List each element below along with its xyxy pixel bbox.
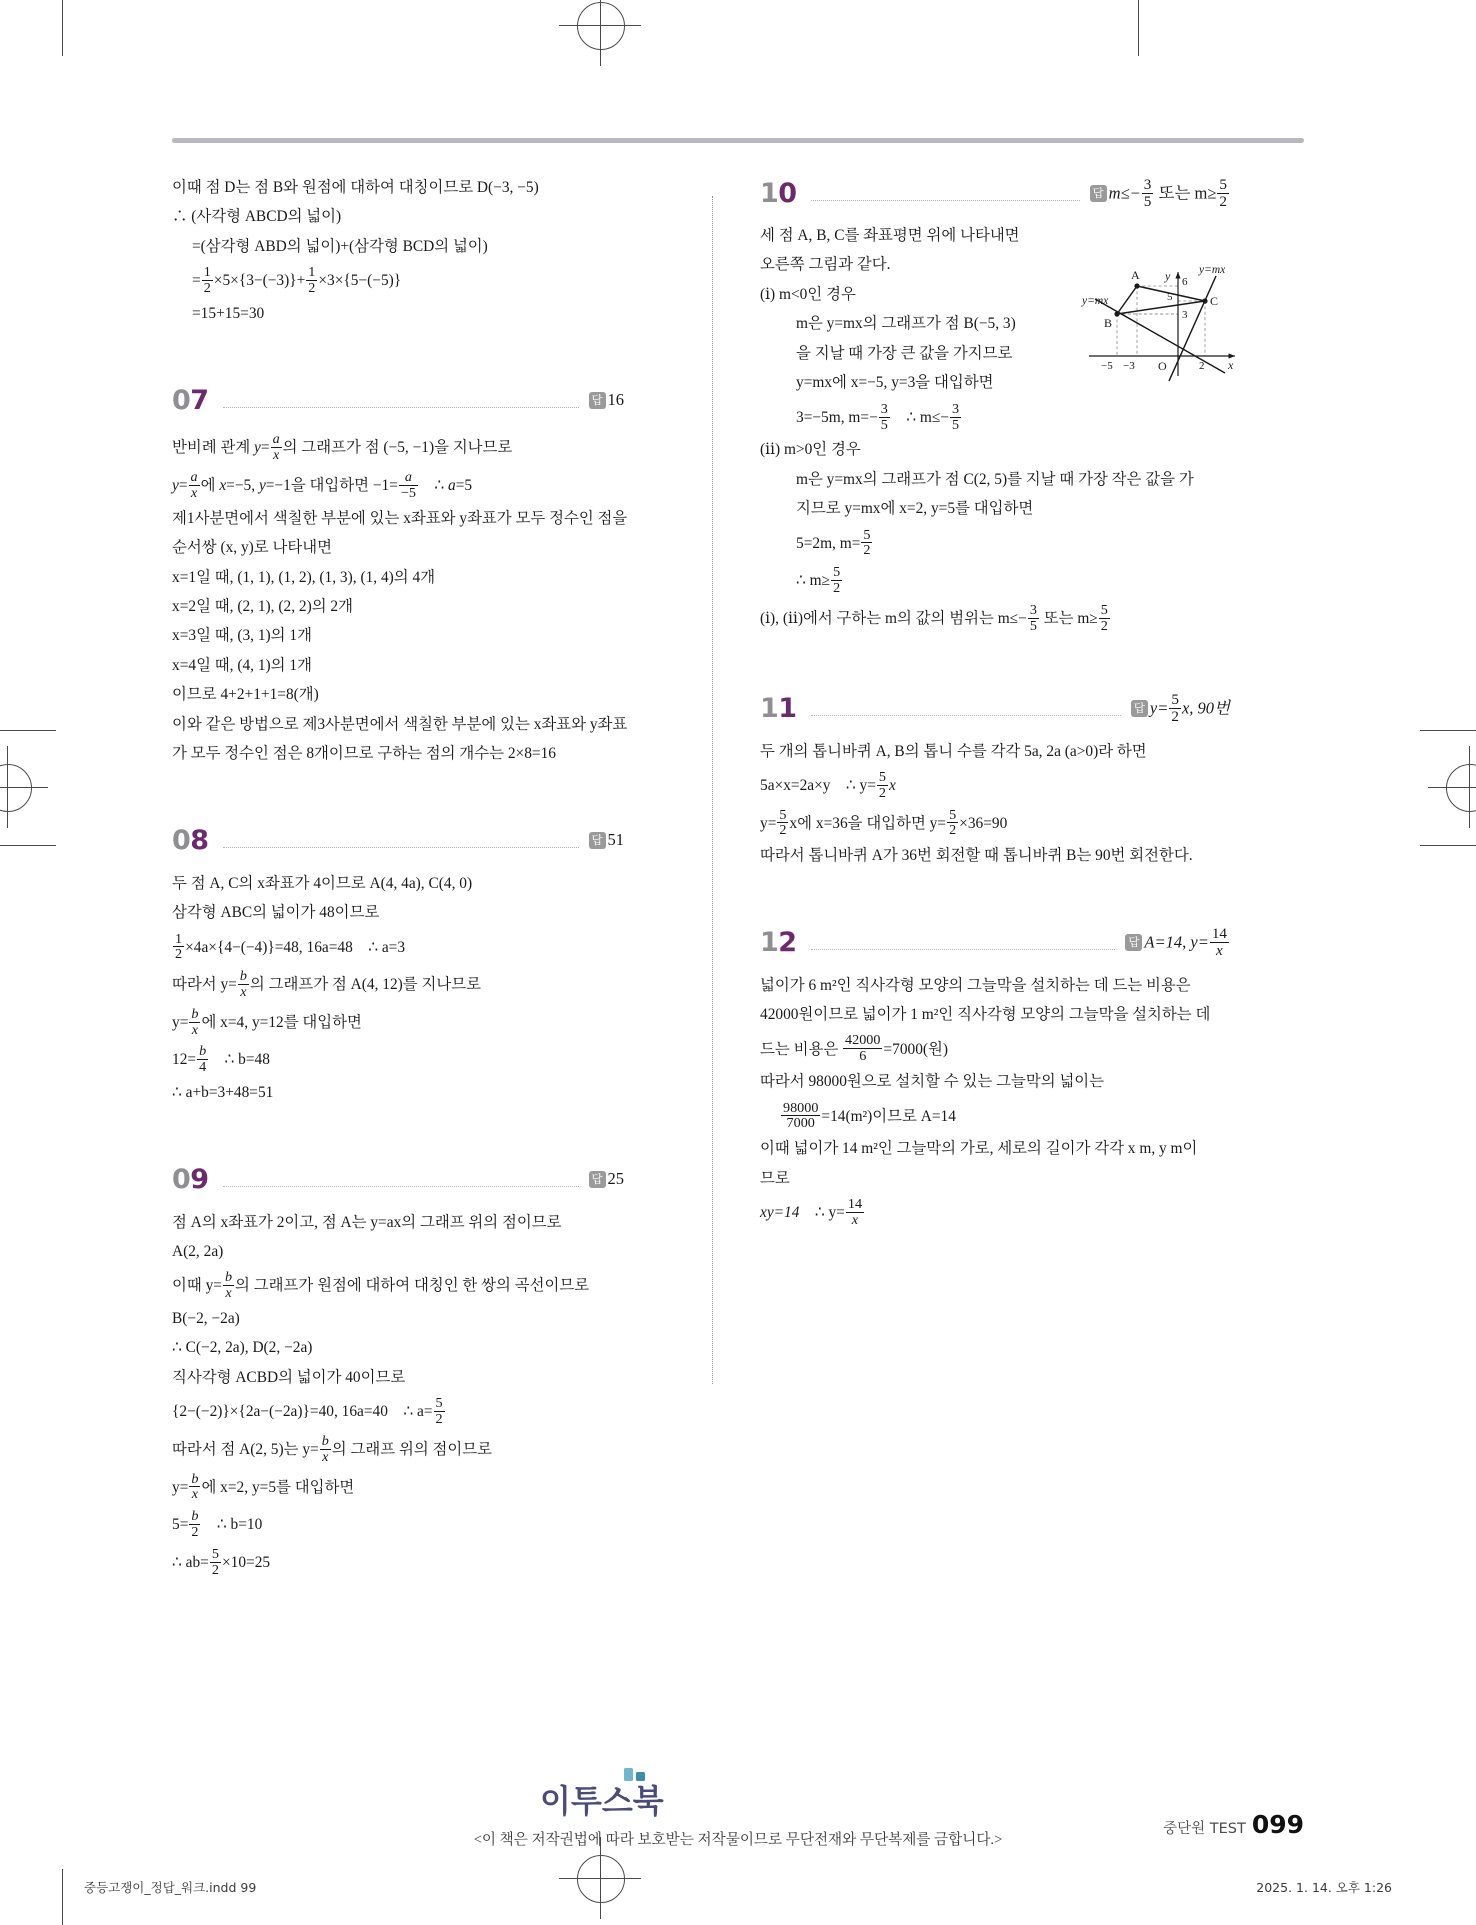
p09-l9a: y= xyxy=(172,1478,189,1496)
p08-l5b: 에 x=4, y=12를 대입하면 xyxy=(201,1013,362,1031)
p11-ans-post: x, 90번 xyxy=(1181,698,1230,718)
fraction-3-over-5-b: $\frac{3}{5}$ xyxy=(951,400,960,433)
p10-line-3: (ⅰ) m<0인 경우 xyxy=(760,285,856,303)
page-top-rule xyxy=(172,138,1304,143)
fraction-5-over-2-h: $\frac{5}{2}$ xyxy=(949,806,957,839)
answer-value-12 xyxy=(1144,926,1230,959)
fraction-a-over-x-1: $\frac{a}{x}$ xyxy=(272,431,280,464)
p12-l8a: xy=14 xyxy=(760,1204,800,1222)
problem-number-07: 07 xyxy=(172,384,209,416)
p07-line-6: x=2일 때, (2, 1), (2, 2)의 2개 xyxy=(172,598,353,615)
fraction-a-over-x-2: $\frac{a}{x}$ xyxy=(190,468,198,501)
answer-07 xyxy=(589,392,625,409)
p10-line-1: 세 점 A, B, C를 좌표평면 위에 나타내면 xyxy=(760,227,1020,244)
p09-l9b: 에 x=2, y=5를 대입하면 xyxy=(201,1478,355,1496)
p10-ans-mid: 또는 m≥ xyxy=(1158,183,1217,203)
carryover-line-5: =15+15=30 xyxy=(192,304,265,322)
label-axis-y: y xyxy=(1165,269,1171,283)
fraction-14-over-x-ans: $\frac{14}{x}$ xyxy=(1211,925,1227,960)
dotted-leader xyxy=(223,1172,579,1187)
p07-l2f: =5 xyxy=(455,477,473,495)
fraction-b-over-x-3: $\frac{b}{x}$ xyxy=(224,1269,233,1302)
p10-l13a: (ⅰ), (ⅱ)에서 구하는 m의 값의 범위는 m≤− xyxy=(760,609,1027,627)
fraction-5-over-2-ans: $\frac{5}{2}$ xyxy=(1219,175,1227,210)
answer-badge-icon: 답 xyxy=(589,392,606,409)
fraction-5-over-2-ans11: $\frac{5}{2}$ xyxy=(1171,691,1179,726)
registration-cross-left-v xyxy=(7,746,8,828)
fraction-14-over-x: $\frac{14}{x}$ xyxy=(847,1196,863,1228)
fraction-one-half-a: $\frac{1}{2}$ xyxy=(203,264,211,297)
p09-line-1: 점 A의 x좌표가 2이고, 점 A는 y=ax의 그래프 위의 점이므로 xyxy=(172,1213,562,1231)
answer-12 xyxy=(1125,926,1230,959)
p08-l3a: ×4a×{4−(−4)}=48, 16a=48 xyxy=(185,938,353,956)
p08-line-1: 두 점 A, C의 x좌표가 4이므로 A(4, 4a), C(4, 0) xyxy=(172,874,473,892)
p11-l2b: ∴ y= xyxy=(845,776,876,794)
p12-line-2: 42000원이므로 넓이가 1 m²인 직사각형 모양의 그늘막을 설치하는 데 xyxy=(760,1006,1211,1024)
problem-header-11 xyxy=(760,692,1230,726)
p10-line-6: y=mx에 x=−5, y=3을 대입하면 xyxy=(796,374,994,392)
p11-line-3 xyxy=(760,807,1230,840)
p11-l2c: x xyxy=(888,776,896,794)
p10-line-2: 오른쪽 그림과 같다. xyxy=(760,256,891,274)
answer-badge-icon: 답 xyxy=(589,832,606,849)
dotted-leader xyxy=(223,833,579,848)
fraction-3-over-5-ans: $\frac{3}{5}$ xyxy=(1143,175,1152,210)
p10-l13b: 또는 m≥ xyxy=(1043,609,1098,627)
p10-line-13 xyxy=(760,602,1230,635)
p10-line-5: 을 지날 때 가장 큰 값을 가지므로 xyxy=(796,344,1013,362)
p08-line-6 xyxy=(172,1043,624,1076)
fraction-5-over-2-a: $\frac{5}{2}$ xyxy=(435,1395,443,1428)
fraction-5-over-2-d: $\frac{5}{2}$ xyxy=(833,564,841,597)
page-number: 099 xyxy=(1251,1810,1304,1839)
fraction-a-over-neg5: $\frac{a}{-5}$ xyxy=(400,468,416,501)
p09-l3b: 의 그래프가 원점에 대하여 대칭인 한 쌍의 곡선이므로 xyxy=(235,1277,590,1295)
p09-l11a: ∴ ab= xyxy=(172,1553,209,1571)
p12-l3b: =7000(원) xyxy=(883,1040,949,1058)
problem-number-08: 08 xyxy=(172,825,209,857)
coordinate-plane-figure xyxy=(1073,256,1248,391)
p09-l10a: 5= xyxy=(172,1516,189,1534)
figure-svg xyxy=(1073,256,1248,391)
page-footer xyxy=(1163,1810,1304,1839)
p07-line-4: 순서쌍 (x, y)로 나타내면 xyxy=(172,539,332,557)
dotted-leader xyxy=(811,935,1116,950)
fraction-one-half-b: $\frac{1}{2}$ xyxy=(308,264,316,297)
answer-badge-icon: 답 xyxy=(589,1171,606,1188)
copyright-notice: <이 책은 저작권법에 따라 보호받는 저작물이므로 무단전재와 무단복제를 금합니다.> xyxy=(473,1832,1003,1848)
fraction-42000-over-6: $\frac{42000}{6}$ xyxy=(845,1032,881,1065)
right-column xyxy=(760,175,1234,1234)
dotted-leader xyxy=(811,701,1121,716)
problem-number-11: 11 xyxy=(760,693,797,725)
p09-line-3 xyxy=(172,1269,624,1302)
logo-text: 이투스북 xyxy=(540,1782,664,1820)
p10-line-11 xyxy=(760,527,1230,560)
p07-line-3: 제1사분면에서 색칠한 부분에 있는 x좌표와 y좌표가 모두 정수인 점을 xyxy=(172,509,628,527)
p10-line-7 xyxy=(760,401,1230,434)
p07-line-1: 반비례 관계 y= $\frac{a}{x}$ 의 그래프가 점 (−5, −1)을 지나므로 xyxy=(172,431,513,464)
fraction-3-over-5-a: $\frac{3}{5}$ xyxy=(880,400,888,433)
fraction-b-over-x-2: $\frac{b}{x}$ xyxy=(191,1005,199,1038)
registration-cross-bottom-v xyxy=(600,1837,601,1919)
fraction-3-over-5-c: $\frac{3}{5}$ xyxy=(1029,601,1037,634)
carryover-line-2: ∴ (사각형 ABCD의 넓이) xyxy=(172,208,342,226)
p08-l5a: y= xyxy=(172,1013,189,1031)
crop-mark-top-right xyxy=(1138,0,1139,56)
p12-line-5 xyxy=(760,1100,1230,1133)
p10-l7b: ∴ m≤− xyxy=(906,408,949,426)
label-tick-5: 5 xyxy=(1167,291,1173,303)
answer-value-11 xyxy=(1150,692,1230,725)
p09-line-11 xyxy=(172,1546,624,1579)
answer-09 xyxy=(589,1171,625,1188)
p07-l2e: ∴ xyxy=(434,477,449,495)
p12-line-4: 따라서 98000원으로 설치할 수 있는 그늘막의 넓이는 xyxy=(760,1073,1105,1091)
registration-mark-top xyxy=(577,2,625,50)
p07-line-2: y= $\frac{a}{x}$ 에 x=−5, y=−1을 대입하면 −1= $\frac{a}{-5}$ ∴ a=5 xyxy=(172,468,473,501)
fraction-b-over-2: $\frac{b}{2}$ xyxy=(191,1508,199,1541)
fraction-one-half-c: $\frac{1}{2}$ xyxy=(175,930,183,963)
problem-number-10: 10 xyxy=(760,177,797,209)
label-tick-m5: −5 xyxy=(1101,360,1113,372)
p07-l1b: = xyxy=(260,439,270,457)
p09-line-6: 직사각형 ACBD의 넓이가 40이므로 xyxy=(172,1368,406,1386)
p10-line-9: m은 y=mx의 그래프가 점 C(2, 5)를 지날 때 가장 작은 값을 가 xyxy=(796,470,1194,488)
p09-line-5: ∴ C(−2, 2a), D(2, −2a) xyxy=(172,1339,313,1357)
imprint-timestamp: 2025. 1. 14. 오후 1:26 xyxy=(1256,1880,1392,1895)
p10-line-4: m은 y=mx의 그래프가 점 B(−5, 3) xyxy=(796,315,1016,333)
registration-cross-right-v xyxy=(1469,746,1470,828)
p10-line-8: (ⅱ) m>0인 경우 xyxy=(760,441,861,459)
label-line-left: y=mx xyxy=(1082,295,1109,307)
fraction-5-over-2-g: $\frac{5}{2}$ xyxy=(779,806,787,839)
fraction-b-over-x-5: $\frac{b}{x}$ xyxy=(191,1470,199,1503)
p12-ans-pre: A=14, y= xyxy=(1144,932,1209,952)
p07-line-8: x=4일 때, (4, 1)의 1개 xyxy=(172,656,312,674)
label-tick-2: 2 xyxy=(1199,360,1205,372)
p09-line-4: B(−2, −2a) xyxy=(172,1310,240,1328)
publisher-logo xyxy=(540,1768,688,1820)
p12-line-1: 넓이가 6 m²인 직사각형 모양의 그늘막을 설치하는 데 드는 비용은 xyxy=(760,976,1191,994)
p08-l6b: ∴ b=48 xyxy=(224,1051,270,1069)
p09-line-10 xyxy=(172,1508,624,1541)
crop-mark-left-bottom xyxy=(0,845,56,846)
dotted-leader xyxy=(223,393,579,408)
p07-line-5: x=1일 때, (1, 1), (1, 2), (1, 3), (1, 4)의 4개 xyxy=(172,568,436,586)
p07-l2b: 에 xyxy=(200,477,220,495)
problem-number-12: 12 xyxy=(760,927,797,959)
label-tick-m3: −3 xyxy=(1123,360,1135,372)
registration-mark-bottom xyxy=(577,1855,625,1903)
imprint-filename: 중등고쟁이_정답_워크.indd 99 xyxy=(84,1880,257,1895)
p12-line-8 xyxy=(760,1196,1230,1229)
carryover-l4-a: ×5×{3−(−3)}+ xyxy=(213,272,306,290)
registration-mark-right xyxy=(1446,764,1476,812)
label-point-a: A xyxy=(1131,268,1140,282)
p10-l12a: ∴ m≥ xyxy=(796,572,831,590)
p09-l8a: 따라서 점 A(2, 5)는 y= xyxy=(172,1441,319,1458)
p08-line-4 xyxy=(172,968,624,1001)
answer-10 xyxy=(1090,177,1230,210)
p09-l7b: ∴ a= xyxy=(403,1403,433,1421)
problem-header-07 xyxy=(172,383,624,417)
p09-l7a: {2−(−2)}×{2a−(−2a)}=40, 16a=40 xyxy=(172,1403,388,1421)
fraction-b-over-x-1: $\frac{b}{x}$ xyxy=(239,968,247,1001)
p12-l8b: ∴ y= xyxy=(814,1204,845,1222)
answer-value-07: 16 xyxy=(607,390,624,410)
p10-line-10: 지므로 y=mx에 x=2, y=5를 대입하면 xyxy=(796,500,1034,518)
p09-l11b: ×10=25 xyxy=(221,1553,271,1571)
carryover-l4-b: ×3×{5−(−5)} xyxy=(318,272,402,290)
p08-l4b: 의 그래프가 점 A(4, 12)를 지나므로 xyxy=(249,976,481,994)
registration-mark-left xyxy=(0,764,32,812)
fraction-5-over-2-f: $\frac{5}{2}$ xyxy=(878,768,886,801)
dotted-leader xyxy=(811,186,1080,201)
p11-l3a: y= xyxy=(760,814,777,832)
problem-header-09 xyxy=(172,1163,624,1197)
p08-line-7: ∴ a+b=3+48=51 xyxy=(172,1084,274,1102)
p11-line-1: 두 개의 톱니바퀴 A, B의 톱니 수를 각각 5a, 2a (a>0)라 하면 xyxy=(760,742,1147,760)
p12-l5a: =14(m²)이므로 A=14 xyxy=(821,1107,956,1125)
answer-value-10 xyxy=(1109,177,1230,210)
p11-l2a: 5a×x=2a×y xyxy=(760,776,831,794)
p07-line-7: x=3일 때, (3, 1)의 1개 xyxy=(172,627,312,645)
p09-line-8 xyxy=(172,1433,624,1466)
p12-line-7: 므로 xyxy=(760,1169,790,1187)
fraction-98000-over-7000: $\frac{98000}{7000}$ xyxy=(783,1099,819,1132)
label-line-right: y=mx xyxy=(1199,264,1226,276)
crop-mark-top-left xyxy=(62,0,63,56)
carryover-line-4 xyxy=(172,264,624,297)
p10-ans-pre: m≤− xyxy=(1108,183,1141,203)
p11-ans-pre: y= xyxy=(1149,698,1169,718)
crop-mark-left-top xyxy=(0,730,56,731)
carryover-l4-pre: = xyxy=(192,272,201,290)
p09-line-2: A(2, 2a) xyxy=(172,1242,224,1260)
p07-line-11: 가 모두 정수인 점은 8개이므로 구하는 점의 개수는 2×8=16 xyxy=(172,745,556,763)
p10-line-12 xyxy=(760,564,1230,597)
problem-number-09: 09 xyxy=(172,1164,209,1196)
crop-mark-right-bottom xyxy=(1420,845,1476,846)
p09-line-9 xyxy=(172,1471,624,1504)
left-column xyxy=(172,176,628,1583)
p12-line-3 xyxy=(760,1033,1230,1066)
p08-l6a: 12= xyxy=(172,1051,197,1069)
p08-l4a: 따라서 y= xyxy=(172,976,237,994)
answer-badge-icon: 답 xyxy=(1125,934,1142,951)
p11-line-2 xyxy=(760,769,1230,802)
p12-line-6: 이때 넓이가 14 m²인 그늘막의 가로, 세로의 길이가 각각 x m, y m이 xyxy=(760,1140,1198,1158)
problem-header-12 xyxy=(760,926,1230,960)
answer-08 xyxy=(589,832,625,849)
label-tick-6: 6 xyxy=(1182,276,1188,288)
label-tick-3: 3 xyxy=(1182,309,1188,321)
problem-header-10 xyxy=(760,176,1230,210)
label-axis-x: x xyxy=(1228,358,1234,372)
p11-l3b: x에 x=36을 대입하면 y= xyxy=(789,814,947,832)
p07-l2c: =−5, xyxy=(226,477,259,495)
fraction-b-over-x-4: $\frac{b}{x}$ xyxy=(321,1432,329,1465)
fraction-b-over-4: $\frac{b}{4}$ xyxy=(199,1043,207,1076)
p10-l7a: 3=−5m, m=− xyxy=(796,408,878,426)
carryover-line-1: 이때 점 D는 점 B와 원점에 대하여 대칭이므로 D(−3, −5) xyxy=(172,179,539,196)
column-divider xyxy=(712,196,713,1384)
p09-line-7 xyxy=(172,1395,624,1428)
p07-l1a: 반비례 관계 xyxy=(172,439,255,457)
crop-mark-right-top xyxy=(1420,730,1476,731)
p11-l3c: ×36=90 xyxy=(959,814,1008,832)
answer-value-09: 25 xyxy=(607,1169,624,1189)
p07-line-9: 이므로 4+2+1+1=8(개) xyxy=(172,686,319,704)
logo-svg xyxy=(540,1768,688,1820)
p11-line-4: 따라서 톱니바퀴 A가 36번 회전할 때 톱니바퀴 B는 90번 회전한다. xyxy=(760,847,1193,865)
fraction-5-over-2-c: $\frac{5}{2}$ xyxy=(863,526,871,559)
p12-l3a: 드는 비용은 xyxy=(760,1040,843,1058)
label-point-c: C xyxy=(1210,294,1219,308)
p08-line-2: 삼각형 ABC의 넓이가 48이므로 xyxy=(172,904,380,922)
answer-badge-icon: 답 xyxy=(1090,185,1107,202)
carryover-line-3: =(삼각형 ABD의 넓이)+(삼각형 BCD의 넓이) xyxy=(192,237,488,255)
p08-line-5 xyxy=(172,1006,624,1039)
problem-header-08 xyxy=(172,824,624,858)
footer-section-label: 중단원 TEST xyxy=(1163,1821,1246,1837)
p09-l10b: ∴ b=10 xyxy=(216,1516,263,1534)
answer-11 xyxy=(1131,692,1230,725)
p08-l3b: ∴ a=3 xyxy=(368,938,406,956)
p07-line-10: 이와 같은 방법으로 제3사분면에서 색칠한 부분에 있는 x좌표와 y좌표 xyxy=(172,715,628,733)
p09-l3a: 이때 y= xyxy=(172,1277,222,1295)
p07-l1c: 의 그래프가 점 (−5, −1)을 지나므로 xyxy=(282,439,513,457)
label-point-b: B xyxy=(1104,316,1113,330)
p09-l8b: 의 그래프 위의 점이므로 xyxy=(331,1441,493,1458)
answer-badge-icon: 답 xyxy=(1131,700,1148,717)
fraction-5-over-2-b: $\frac{5}{2}$ xyxy=(211,1545,219,1578)
crop-mark-bottom-left xyxy=(62,1869,63,1925)
fraction-5-over-2-e: $\frac{5}{2}$ xyxy=(1100,601,1108,634)
answer-value-08: 51 xyxy=(607,830,624,850)
p10-l11a: 5=2m, m= xyxy=(796,534,861,552)
p07-l2d: =−1을 대입하면 −1= xyxy=(265,477,398,495)
label-origin: O xyxy=(1158,359,1167,373)
p07-l2a: = xyxy=(178,477,188,495)
p08-line-3 xyxy=(172,931,624,964)
registration-cross-top-v xyxy=(600,0,601,66)
